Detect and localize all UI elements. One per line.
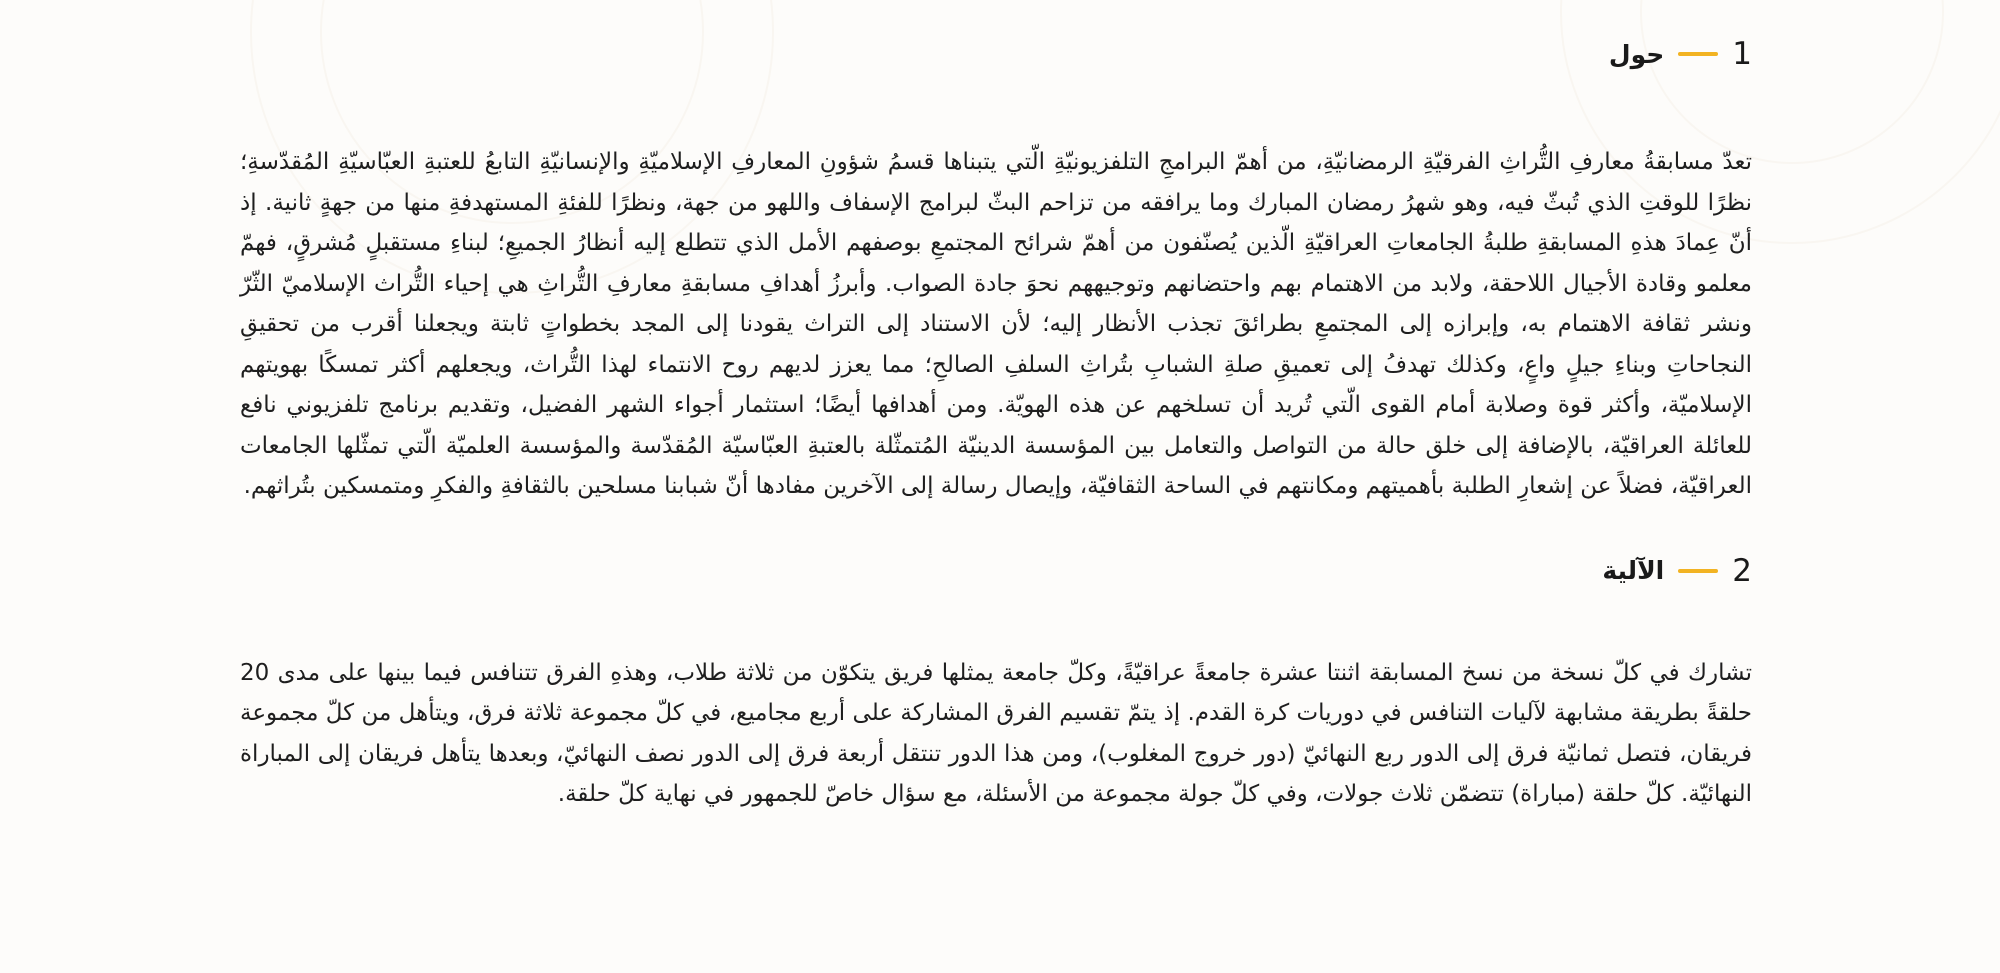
heading-accent-dash	[1678, 52, 1718, 56]
document-content	[240, 0, 1752, 815]
heading-accent-dash	[1678, 569, 1718, 573]
section-mechanism	[240, 551, 1752, 815]
section-title: الآلية	[1602, 556, 1665, 585]
section-about	[240, 34, 1752, 507]
section-paragraph: تشارك في كلّ نسخة من نسخ المسابقة اثنتا عشرة جامعةً عراقيّةً، وكلّ جامعة يمثلها فريق يتكوّن من ثلاثة طلاب، وهذهِ الفرق تتنافس فيما بينها على مدى 20 حلقةً بطريقة مشابهة لآليات التنافس في دوريات كرة القدم. إذ يتمّ تقسيم الفرق المشاركة على أربع مجاميع، في كلّ مجموعة ثلاثة فرق، ويتأهل من كلّ مجموعة فريقان، فتصل ثمانيّة فرق إلى الدور ربع النهائيّ (دور خروج المغلوب)، ومن هذا الدور تنتقل أربعة فرق إلى الدور نصف النهائيّ، وبعدها يتأهل فريقان إلى المباراة النهائيّة. كلّ حلقة (مباراة) تتضمّن ثلاث جولات، وفي كلّ جولة مجموعة من الأسئلة، مع سؤال خاصّ للجمهور في نهاية كلّ حلقة.	[240, 659, 1752, 807]
section-heading	[240, 551, 1752, 591]
section-number: 2	[1732, 552, 1752, 589]
section-number: 1	[1732, 36, 1752, 72]
section-paragraph: تعدّ مسابقةُ معارفِ التُّراثِ الفرقيّةِ الرمضانيّةِ، من أهمّ البرامجِ التلفزيونيّةِ الّتي يتبناها قسمُ شؤونِ المعارفِ الإسلاميّةِ والإنسانيّةِ التابعُ للعتبةِ العبّاسيّةِ المُقدّسةِ؛ نظرًا للوقتِ الذي تُبثّ فيه، وهو شهرُ رمضان المبارك وما يرافقه من تزاحم البثّ لبرامج الإسفاف واللهو من جهة، ونظرًا للفئةِ المستهدفةِ منها من جهةٍ ثانية. إذ أنّ عِمادَ هذهِ المسابقةِ طلبةُ الجامعاتِ العراقيّةِ الّذين يُصنّفون من أهمّ شرائح المجتمعِ بوصفهم الأمل الذي تتطلع إليه أنظارُ الجميعِ؛ لبناءِ مستقبلٍ مُشرقٍ، فهمّ معلمو وقادة الأجيال اللاحقة، ولابد من الاهتمام بهم واحتضانهم وتوجيههم نحوَ جادة الصواب. وأبرزُ أهدافِ مسابقةِ معارفِ التُّراثِ هي إحياء التُّراث الإسلاميّ الثّرّ ونشر ثقافة الاهتمام به، وإبرازه إلى المجتمعِ بطرائقَ تجذب الأنظار إليه؛ لأن الاستناد إلى التراث يقودنا إلى المجد بخطواتٍ ثابتة ويجعلنا أقرب من تحقيقِ النجاحاتِ وبناءِ جيلٍ واعٍ، وكذلك تهدفُ إلى تعميقِ صلةِ الشبابِ بتُراثِ السلفِ الصالحِ؛ مما يعزز لديهم روح الانتماء لهذا التُّراث، ويجعلهم أكثر تمسكًا بهويتهم الإسلاميّة، وأكثر قوة وصلابة أمام القوى الّتي تُريد أن تسلخهم عن هذه الهويّة. ومن أهدافها أيضًا؛ استثمار أجواء الشهر الفضيل، وتقديم برنامج تلفزيوني نافع للعائلة العراقيّة، بالإضافة إلى خلق حالة من التواصل والتعامل بين المؤسسة الدينيّة المُتمثّلة بالعتبةِ العبّاسيّة المُقدّسة والمؤسسة العلميّة الّتي تمثّلها الجامعات العراقيّة، فضلاً عن إشعارِ الطلبة بأهميتهم ومكانتهم في الساحة الثقافيّة، وإيصال رسالة إلى الآخرين مفادها أنّ شبابنا مسلحين بالثقافةِ والفكرِ ومتمسكين بتُراثهم.	[240, 149, 1752, 499]
section-heading	[240, 34, 1752, 74]
section-title: حول	[1608, 39, 1665, 69]
